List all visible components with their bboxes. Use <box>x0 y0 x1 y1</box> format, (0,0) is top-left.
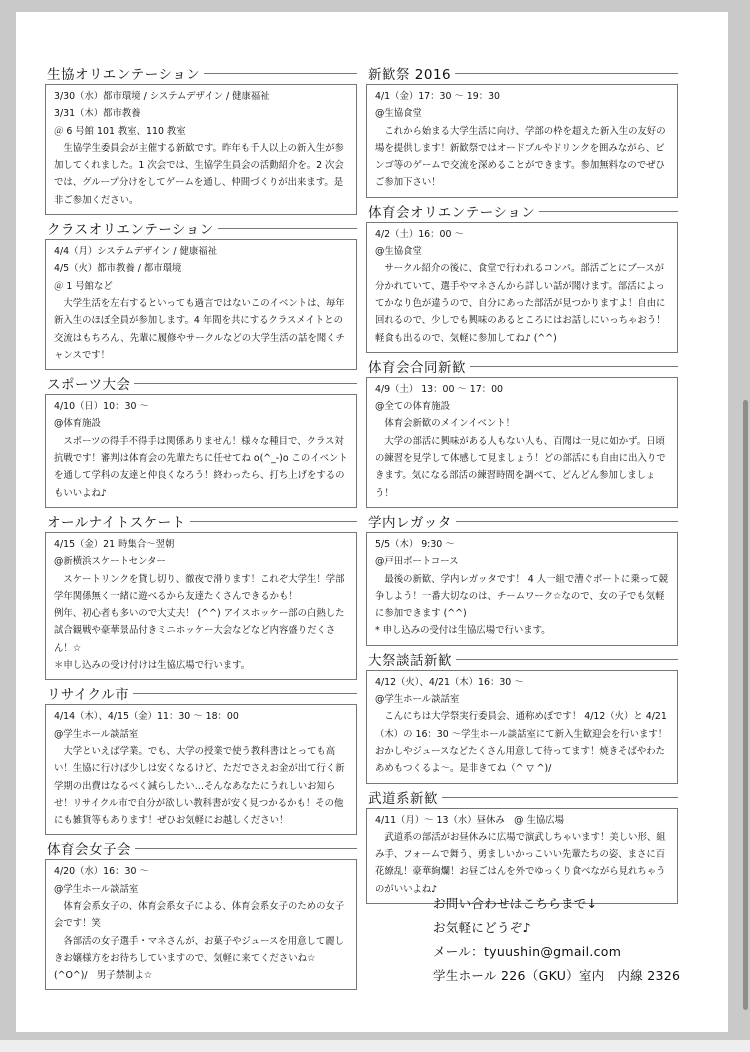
event-detail-line: 4/10（日）10：30 ～ <box>54 401 149 413</box>
title-rule <box>456 659 678 660</box>
title-rule <box>135 848 357 849</box>
event-title-text: オールナイトスケート <box>47 514 186 531</box>
event-detail-line: @生協食堂 <box>375 108 422 120</box>
event-detail-line: @生協食堂 <box>375 246 422 258</box>
event-section <box>366 648 678 784</box>
event-detail-line: ＠ 6 号館 101 教室、110 教室 <box>54 125 186 137</box>
event-section <box>45 837 357 990</box>
event-title-text: クラスオリエンテーション <box>47 222 214 239</box>
event-box <box>45 394 357 508</box>
left-column <box>45 62 357 992</box>
event-title <box>45 837 357 859</box>
event-title <box>366 510 678 532</box>
event-box <box>366 532 678 646</box>
event-detail-line: @戸田ボートコース <box>375 556 459 568</box>
event-detail-line: 4/9（土） 13：00 ～ 17：00 <box>375 383 503 395</box>
event-detail-line: 4/20（水）16：30 ～ <box>54 866 149 878</box>
title-rule <box>442 797 678 798</box>
contact-location: 学生ホール 226（GKU）室内 内線 2326 <box>433 968 681 983</box>
event-detail-line: 4/11（月）～ 13（水）昼休み @ 生協広場 <box>375 814 564 826</box>
event-title <box>366 786 678 808</box>
event-title-text: 体育会オリエンテーション <box>368 204 536 221</box>
event-box <box>45 532 357 680</box>
title-rule <box>218 228 357 229</box>
right-column <box>366 62 678 906</box>
title-rule <box>539 211 678 212</box>
event-description: 武道系の部活がお昼休みに広場で演武しちゃいます！美しい形、組み手、フォームで舞う、勇ましいかっこいい先輩たちの姿、まさに百花繚乱！豪華絢爛！お昼ごはんを外でゆっくり食べながら見れちゃうのがいいよね♪ <box>375 831 666 895</box>
event-description: スポーツの得手不得手は関係ありません！様々な種目で、クラス対抗戦です！審判は体育会の先輩たちに任せてね o(^_-)o このイベントを通して学科の友達と仲良くなろう！終わったら、打ち上げをするのもいいよね♪ <box>54 435 348 499</box>
event-detail-line: 5/5（木） 9:30 ～ <box>375 538 455 550</box>
event-box <box>45 859 357 990</box>
event-section <box>45 510 357 680</box>
event-detail-line: @新横浜スケートセンター <box>54 556 166 568</box>
event-title <box>45 682 357 704</box>
event-section <box>366 355 678 508</box>
contact-info <box>433 892 680 988</box>
event-description: スケートリンクを貸し切り、徹夜で滑ります！これぞ大学生！学部学年関係無く一緒に遊べるから友達たくさんできるかも！ <box>54 573 345 602</box>
event-title <box>45 372 357 394</box>
event-description-more: 各部活の女子選手・マネさんが、お菓子やジュースを用意して麗しきお嬢様方をお待ちしていますので、気軽に来てくださいね☆ (^O^)/ 男子禁制よ☆ <box>54 935 344 982</box>
event-description: こんにちは大学祭実行委員会、通称めぼです！ 4/12（火）と 4/21（木）の 16：30 ～学生ホール談話室にて新入生歓迎会を行います！おかしやジュースなどたくさん用意して待ってます！焼きそばやわたあめもつくるよ～。是非きてね（^ ▽ ^)/ <box>375 711 668 775</box>
event-description: 大学生活を左右するといっても過言ではないこのイベントは、毎年新入生のほぼ全員が参加します。4 年間を共にするクラスメイトとの交流はもちろん、先輩に履修やサークルなどの大学生活の話を聞くチャンスです！ <box>54 297 345 361</box>
event-detail-line: @学生ホール談話室 <box>375 694 460 706</box>
event-box <box>45 84 357 215</box>
event-detail-line: 4/4（月）システムデザイン / 健康福祉 <box>54 246 218 258</box>
event-box <box>366 808 678 904</box>
event-description-more: 大学の部活に興味がある人もない人も、百聞は一見に如かず。日頃の練習を見学して体感して見ましょう！どの部活にも自由に出入りできます。気になる部活の練習時間を調べて、どんどん参加しましょう！ <box>375 435 666 499</box>
event-title-text: 新歓祭 2016 <box>368 67 452 83</box>
bottom-strip <box>0 1040 750 1052</box>
event-section <box>366 786 678 904</box>
event-section <box>366 510 678 646</box>
event-title-text: 生協オリエンテーション <box>47 67 201 83</box>
event-description: 最後の新歓、学内レガッタです！ 4 人一組で漕ぐボートに乗って競争しよう！一番大切なのは、チームワーク☆なので、女の子でも気軽に参加できます (^^) <box>375 573 669 620</box>
title-rule <box>204 73 357 74</box>
event-detail-line: 4/15（金）21 時集合～翌朝 <box>54 538 175 550</box>
event-section <box>45 217 357 370</box>
event-box <box>366 670 678 784</box>
vertical-scrollbar[interactable] <box>743 400 748 1010</box>
event-title <box>366 355 678 377</box>
event-detail-line: 3/31（木）都市教養 <box>54 108 141 120</box>
event-description: これから始まる大学生活に向け、学部の枠を超えた新入生の友好の場を提供します！新歓祭ではオードブルやドリンクを囲みながら、ビンゴ等のゲームで交流を深めることができます。参加無料なのでぜひご参加下さい！ <box>375 125 666 189</box>
event-description: 体育会系女子の、体育会系女子による、体育会系女子のための女子会です！笑 <box>54 900 345 930</box>
event-title <box>366 62 678 84</box>
event-title <box>366 648 678 670</box>
title-rule <box>190 521 357 522</box>
title-rule <box>456 521 678 522</box>
event-box <box>366 84 678 198</box>
event-note: * 申し込みの受付は生協広場で行います。 <box>375 625 551 637</box>
event-section <box>45 372 357 508</box>
event-description: 生協学生委員会が主催する新歓です。昨年も千人以上の新入生が参加してくれました。1 次会では、生協学生員会の活動紹介を。2 次会では、グループ分けをしてゲームを通し、仲間づくりが出来ます。是非ご参加ください。 <box>54 142 344 206</box>
event-box <box>45 704 357 835</box>
title-rule <box>455 73 678 74</box>
event-title <box>45 510 357 532</box>
event-detail-line: 4/14（木）、4/15（金）11：30 ～ 18：00 <box>54 711 239 723</box>
contact-line-welcome: お気軽にどうぞ♪ <box>433 920 531 935</box>
event-section <box>366 200 678 353</box>
event-detail-line: @学生ホール談話室 <box>54 883 139 895</box>
event-description: 体育会新歓のメインイベント！ <box>384 418 515 430</box>
event-description: サークル紹介の後に、食堂で行われるコンパ。部活ごとにブースが分かれていて、選手やマネさんから詳しい話が聞けます。部活によってかなり色が違うので、自分にあった部活が見つかりますよ！自由に回れるので、少しでも興味のあるところにはお話しにいっちゃおう！軽食も出るので、気軽に参加してね♪ (^^) <box>375 263 666 344</box>
event-box <box>366 222 678 353</box>
event-section <box>45 682 357 835</box>
event-note: 例年、初心者も多いので大丈夫！ (^^) アイスホッケー部の白熱した試合観戦や豪華景品付きミニホッケー大会などなど内容盛りだくさん！☆ <box>54 608 345 654</box>
event-box <box>45 239 357 370</box>
event-section <box>366 62 678 198</box>
event-title <box>45 62 357 84</box>
contact-email[interactable]: メール：tyuushin@gmail.com <box>433 944 622 959</box>
event-title-text: 体育会合同新歓 <box>368 359 466 376</box>
event-detail-line: @全ての体育施設 <box>375 401 451 413</box>
event-title-text: 体育会女子会 <box>47 842 131 859</box>
event-title-text: 武道系新歓 <box>368 790 438 807</box>
title-rule <box>470 366 678 367</box>
event-detail-line: 4/12（火）、4/21（木）16：30 ～ <box>375 676 524 688</box>
title-rule <box>134 383 357 384</box>
event-detail-line: 4/1（金）17：30 ～ 19：30 <box>375 91 501 102</box>
event-detail-line: @学生ホール談話室 <box>54 728 139 740</box>
event-detail-line: @体育施設 <box>54 418 101 430</box>
event-title-text: 学内レガッタ <box>368 514 452 531</box>
event-title <box>366 200 678 222</box>
event-detail-line: 3/30（水）都市環境 / システムデザイン / 健康福祉 <box>54 91 270 102</box>
event-title-text: リサイクル市 <box>47 687 130 704</box>
event-detail-line: ＠ 1 号館など <box>54 280 113 292</box>
event-detail-line: 4/5（火）都市教養 / 都市環境 <box>54 263 182 275</box>
event-note: ＊申し込みの受け付けは生協広場で行います。 <box>54 660 251 672</box>
event-section <box>45 62 357 215</box>
event-box <box>366 377 678 508</box>
event-description: 大学といえば学業。でも、大学の授業で使う教科書はとっても高い！生協に行けば少しは安くなるけど、ただでさえお金が出て行く新学期の出費はなるべく減らしたい…そんなあなたにうれしいお知らせ！リサイクル市で自分が欲しい教科書が安く見つかるかも！その他にも雑貨等もあります！ぜひお気軽にお越しください！ <box>54 745 345 827</box>
title-rule <box>133 693 357 694</box>
event-title-text: 大祭談話新歓 <box>368 652 452 669</box>
event-title <box>45 217 357 239</box>
event-title-text: スポーツ大会 <box>47 377 131 394</box>
contact-line-inquiry: お問い合わせはこちらまで↓ <box>433 896 598 911</box>
event-detail-line: 4/2（土）16：00 ～ <box>375 228 464 240</box>
